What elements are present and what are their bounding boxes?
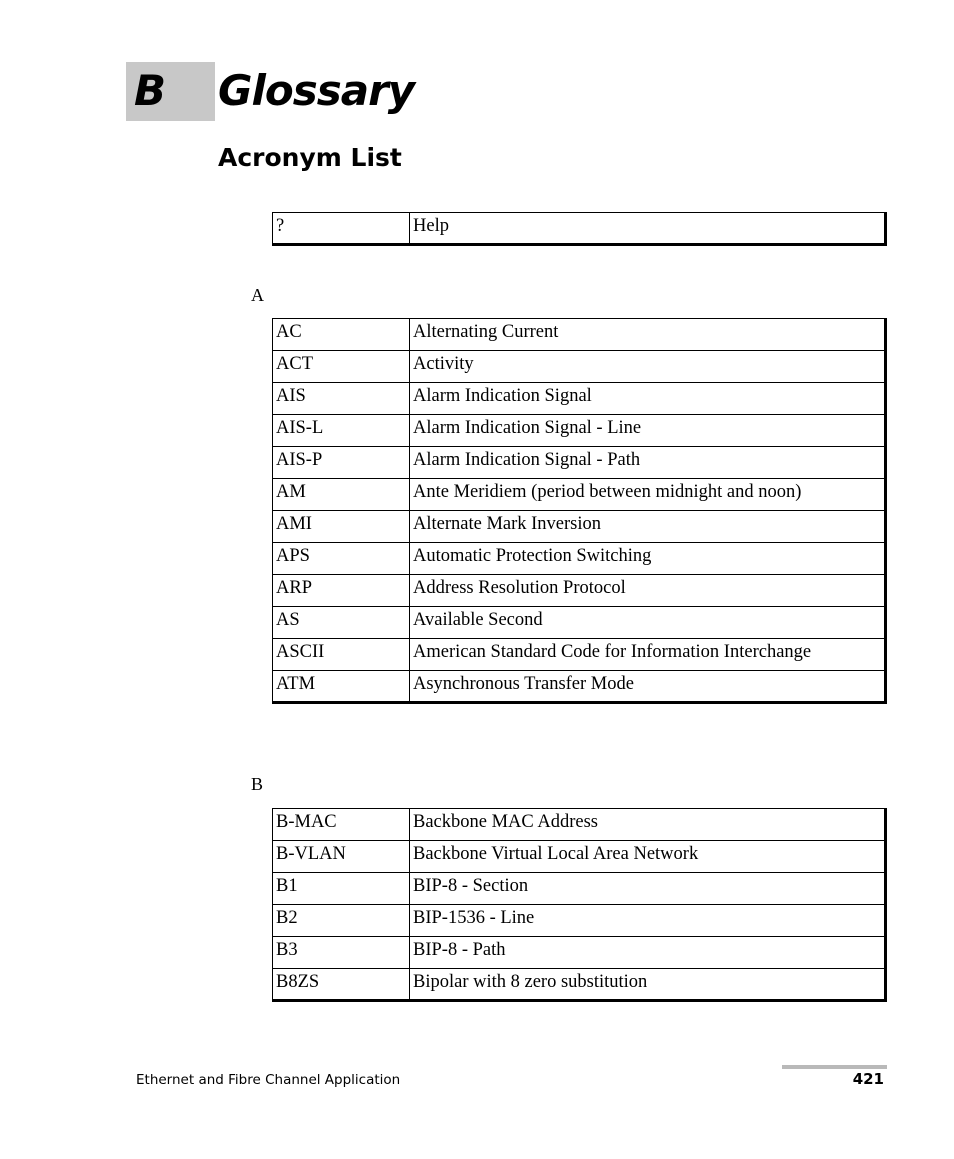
acronym-definition: American Standard Code for Information Interchange [410, 639, 886, 671]
acronym-definition: Backbone Virtual Local Area Network [410, 841, 886, 873]
acronym-term: ? [273, 213, 410, 245]
table-row [273, 671, 886, 703]
table-row [273, 639, 886, 671]
acronym-definition: Alarm Indication Signal - Line [410, 415, 886, 447]
table-row [273, 607, 886, 639]
acronym-definition: BIP-1536 - Line [410, 905, 886, 937]
acronym-term: ASCII [273, 639, 410, 671]
acronym-definition: BIP-8 - Path [410, 937, 886, 969]
acronym-term: APS [273, 543, 410, 575]
acronym-term: B8ZS [273, 969, 410, 1001]
letter-heading-b: B [251, 774, 264, 794]
letter-heading-a: A [251, 285, 264, 305]
glossary-table-symbols [272, 212, 887, 246]
chapter-title: Glossary [218, 66, 415, 115]
acronym-term: ARP [273, 575, 410, 607]
table-row [273, 511, 886, 543]
acronym-definition: Ante Meridiem (period between midnight and noon) [410, 479, 886, 511]
table-row [273, 213, 886, 245]
acronym-definition: Alarm Indication Signal - Path [410, 447, 886, 479]
table-row [273, 575, 886, 607]
table-row [273, 969, 886, 1001]
acronym-term: B3 [273, 937, 410, 969]
acronym-term: AIS-P [273, 447, 410, 479]
acronym-definition: Alternate Mark Inversion [410, 511, 886, 543]
page-number: 421 [852, 1070, 884, 1088]
acronym-term: AS [273, 607, 410, 639]
glossary-table-b [272, 808, 887, 1002]
table-row [273, 905, 886, 937]
table-row [273, 841, 886, 873]
acronym-definition: Alarm Indication Signal [410, 383, 886, 415]
acronym-term: AIS-L [273, 415, 410, 447]
acronym-term: AM [273, 479, 410, 511]
acronym-definition: Help [410, 213, 886, 245]
acronym-definition: Automatic Protection Switching [410, 543, 886, 575]
acronym-definition: Bipolar with 8 zero substitution [410, 969, 886, 1001]
acronym-term: ACT [273, 351, 410, 383]
acronym-definition: Available Second [410, 607, 886, 639]
acronym-definition: Asynchronous Transfer Mode [410, 671, 886, 703]
table-row [273, 809, 886, 841]
acronym-term: AMI [273, 511, 410, 543]
acronym-term: B2 [273, 905, 410, 937]
acronym-term: B1 [273, 873, 410, 905]
section-title: Acronym List [218, 143, 402, 172]
acronym-term: ATM [273, 671, 410, 703]
acronym-definition: Alternating Current [410, 319, 886, 351]
chapter-letter: B [134, 66, 167, 115]
table-row [273, 479, 886, 511]
acronym-term: B-MAC [273, 809, 410, 841]
acronym-definition: Activity [410, 351, 886, 383]
table-row [273, 447, 886, 479]
footer-document-title: Ethernet and Fibre Channel Application [136, 1072, 401, 1088]
acronym-term: AIS [273, 383, 410, 415]
table-row [273, 351, 886, 383]
acronym-definition: BIP-8 - Section [410, 873, 886, 905]
table-row [273, 383, 886, 415]
acronym-term: B-VLAN [273, 841, 410, 873]
table-row [273, 415, 886, 447]
table-row [273, 319, 886, 351]
table-row [273, 937, 886, 969]
acronym-definition: Backbone MAC Address [410, 809, 886, 841]
glossary-table-a [272, 318, 887, 704]
acronym-definition: Address Resolution Protocol [410, 575, 886, 607]
table-row [273, 873, 886, 905]
table-row [273, 543, 886, 575]
acronym-term: AC [273, 319, 410, 351]
